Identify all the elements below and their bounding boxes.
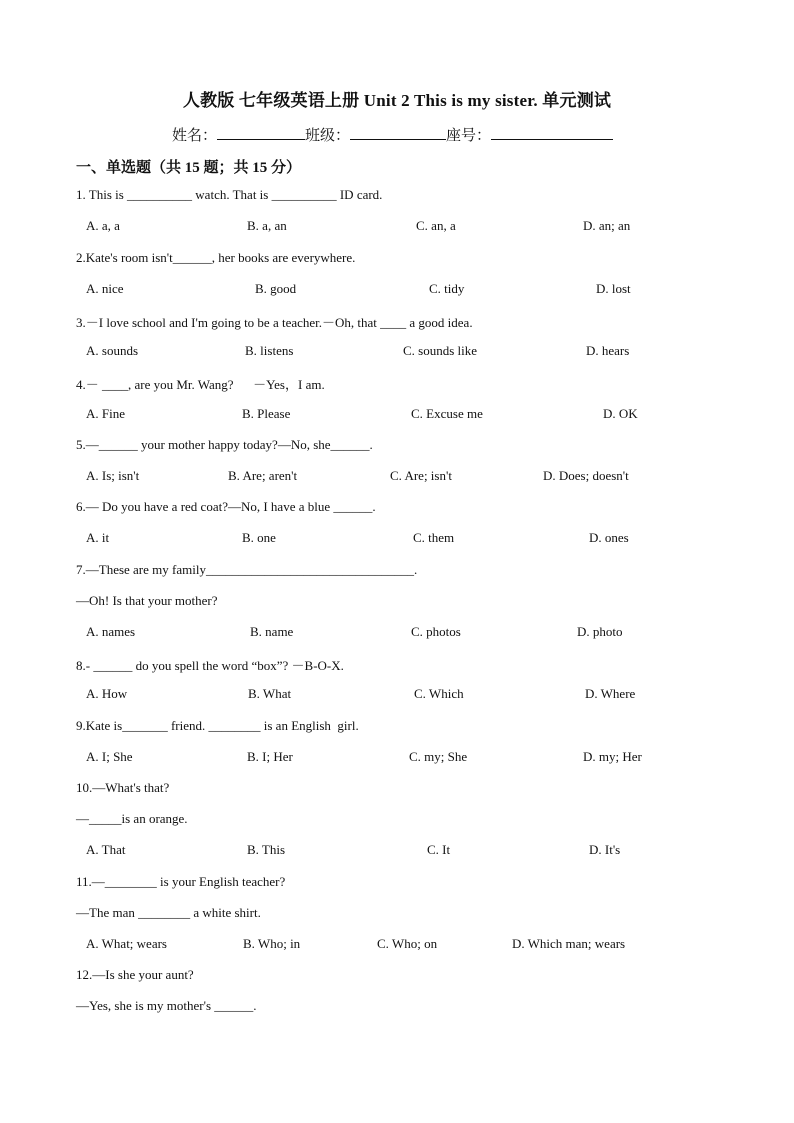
question-4-option-d[interactable]: D. OK: [603, 406, 638, 421]
question-2-option-a[interactable]: A. nice: [86, 281, 124, 296]
question-1-option-d[interactable]: D. an; an: [583, 218, 631, 233]
question-11-text-2: —The man ________ a white shirt.: [76, 905, 261, 920]
question-1-option-c[interactable]: C. an, a: [416, 218, 456, 233]
question-10-option-a[interactable]: A. That: [86, 842, 126, 857]
question-3-option-b[interactable]: B. listens: [245, 343, 294, 358]
class-blank[interactable]: [350, 125, 446, 140]
question-2-option-b[interactable]: B. good: [255, 281, 297, 296]
question-11-option-c[interactable]: C. Who; on: [377, 936, 438, 951]
question-1-option-b[interactable]: B. a, an: [247, 218, 287, 233]
question-7-option-c[interactable]: C. photos: [411, 624, 461, 639]
question-6-option-c[interactable]: C. them: [413, 530, 455, 545]
question-7-option-a[interactable]: A. names: [86, 624, 136, 639]
question-10-text: 10.—What's that?: [76, 780, 170, 795]
seat-blank[interactable]: [491, 125, 613, 140]
question-10-option-b[interactable]: B. This: [247, 842, 286, 857]
question-8-option-a[interactable]: A. How: [86, 686, 128, 701]
question-8-option-b[interactable]: B. What: [248, 686, 292, 701]
class-label: 班级：: [305, 128, 351, 144]
question-7-option-b[interactable]: B. name: [250, 624, 294, 639]
question-5-option-a[interactable]: A. Is; isn't: [86, 468, 140, 483]
question-4-option-b[interactable]: B. Please: [242, 406, 291, 421]
question-11-option-a[interactable]: A. What; wears: [86, 936, 167, 951]
question-4-text: 4.－ ____, are you Mr. Wang? －Yes，I am.: [76, 377, 325, 392]
question-4-option-c[interactable]: C. Excuse me: [411, 406, 483, 421]
question-6-text: 6.— Do you have a red coat?—No, I have a blue ______.: [76, 499, 376, 514]
question-12-text: 12.—Is she your aunt?: [76, 967, 194, 982]
question-9-option-a[interactable]: A. I; She: [86, 749, 133, 764]
page-title: 人教版 七年级英语上册 Unit 2 This is my sister. 单元测试: [182, 91, 612, 110]
question-5-option-d[interactable]: D. Does; doesn't: [543, 468, 629, 483]
name-label: 姓名：: [172, 128, 218, 144]
question-8-text: 8.- ______ do you spell the word “box”? －B-O-X.: [76, 658, 344, 673]
question-7-text-2: —Oh! Is that your mother?: [76, 593, 218, 608]
question-9-option-d[interactable]: D. my; Her: [583, 749, 642, 764]
student-info: [172, 124, 613, 145]
question-11-text: 11.—________ is your English teacher?: [76, 874, 286, 889]
question-11-option-d[interactable]: D. Which man; wears: [512, 936, 626, 951]
question-8-option-d[interactable]: D. Where: [585, 686, 636, 701]
question-3-option-d[interactable]: D. hears: [586, 343, 630, 358]
question-3-text: 3.－I love school and I'm going to be a teacher.－Oh, that ____ a good idea.: [76, 315, 473, 330]
question-2-option-d[interactable]: D. lost: [596, 281, 631, 296]
section-heading: 一、单选题（共 15 题；共 15 分）: [76, 160, 302, 176]
question-5-option-b[interactable]: B. Are; aren't: [228, 468, 298, 483]
question-2-option-c[interactable]: C. tidy: [429, 281, 465, 296]
question-10-text-2: —_____is an orange.: [76, 811, 188, 826]
question-9-option-b[interactable]: B. I; Her: [247, 749, 293, 764]
question-10-option-c[interactable]: C. It: [427, 842, 451, 857]
question-3-option-c[interactable]: C. sounds like: [403, 343, 478, 358]
question-5-text: 5.—______ your mother happy today?—No, she______.: [76, 437, 373, 452]
question-9-text: 9.Kate is_______ friend. ________ is an English girl.: [76, 718, 359, 733]
question-6-option-a[interactable]: A. it: [86, 530, 110, 545]
question-4-option-a[interactable]: A. Fine: [86, 406, 125, 421]
question-1-option-a[interactable]: A. a, a: [86, 218, 120, 233]
name-blank[interactable]: [217, 125, 305, 140]
question-2-text: 2.Kate's room isn't______, her books are everywhere.: [76, 250, 356, 265]
question-3-option-a[interactable]: A. sounds: [86, 343, 139, 358]
question-11-option-b[interactable]: B. Who; in: [243, 936, 301, 951]
seat-label: 座号：: [446, 128, 492, 144]
question-7-option-d[interactable]: D. photo: [577, 624, 623, 639]
question-12-text-2: —Yes, she is my mother's ______.: [76, 998, 257, 1013]
question-9-option-c[interactable]: C. my; She: [409, 749, 468, 764]
question-10-option-d[interactable]: D. It's: [589, 842, 621, 857]
question-8-option-c[interactable]: C. Which: [414, 686, 464, 701]
question-6-option-d[interactable]: D. ones: [589, 530, 629, 545]
question-7-text: 7.—These are my family________________________________.: [76, 562, 418, 577]
question-6-option-b[interactable]: B. one: [242, 530, 276, 545]
question-1-text: 1. This is __________ watch. That is __________ ID card.: [76, 187, 383, 202]
question-5-option-c[interactable]: C. Are; isn't: [390, 468, 452, 483]
